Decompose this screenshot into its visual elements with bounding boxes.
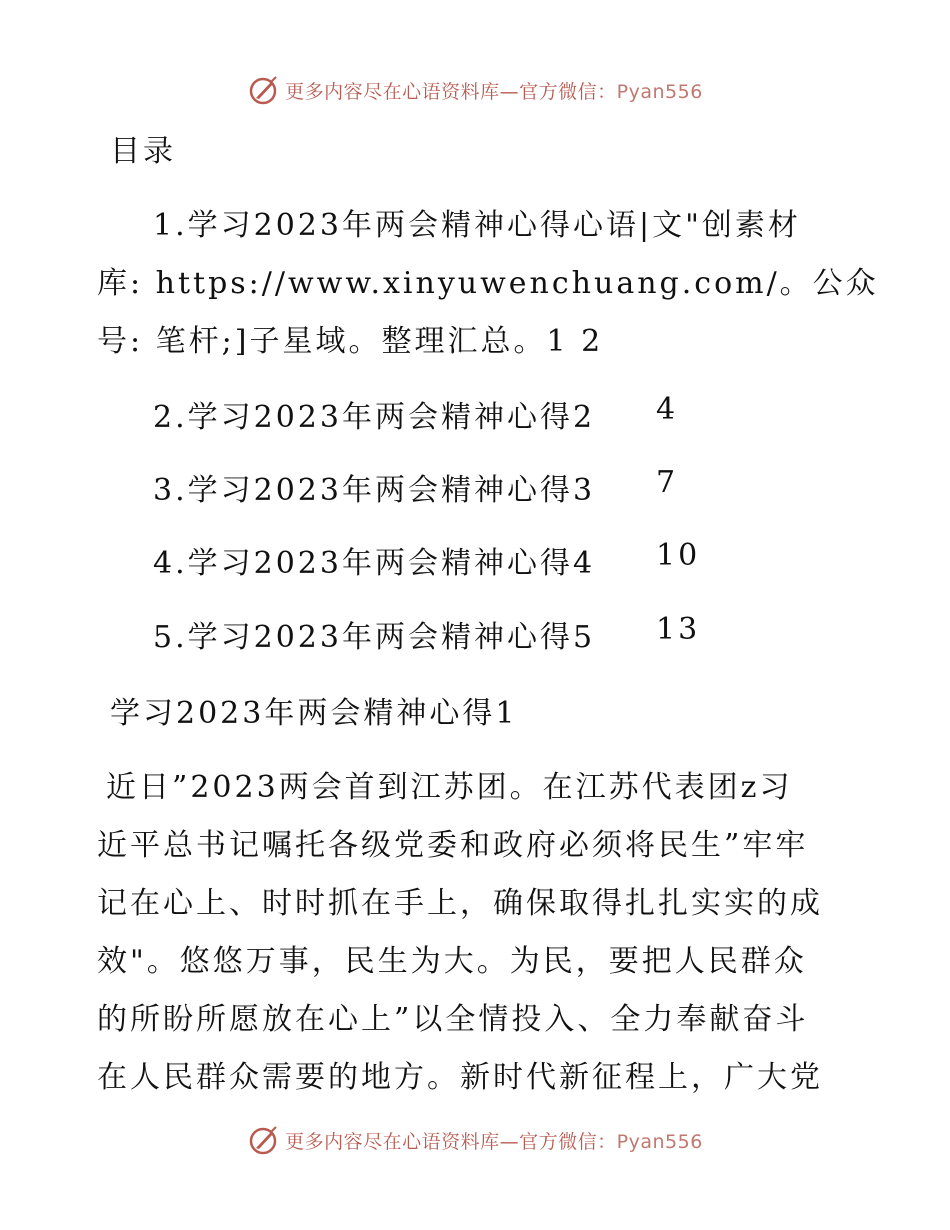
quill-pen-icon [247,1124,279,1156]
section-heading: 学习2023年两会精神心得1 [110,696,518,731]
body-line-1: 近日”2023两会首到江苏团。在江苏代表团z习 [106,770,793,805]
toc-item-1-line-1: 1.学习2023年两会精神心得心语|文"创素材 [153,208,801,243]
body-line-5: 的所盼所愿放在心上”以全情投入、全力奉献奋斗 [97,1002,809,1037]
watermark-text: 更多内容尽在心语资料库—官方微信： [285,1130,617,1153]
quill-pen-icon [247,74,279,106]
toc-item-2 [153,392,679,436]
toc-item-4 [153,538,701,582]
toc-item-3 [153,465,679,509]
header-watermark [0,70,950,110]
toc-item-label: 5.学习2023年两会精神心得5 [153,620,596,655]
toc-item-page: 13 [656,612,701,647]
body-line-4: 效"。悠悠万事，民生为大。为民，要把人民群众 [97,944,807,979]
toc-item-1-line-2: 库: https://www.xinyuwenchuang.com/。公众 [97,266,879,301]
body-line-2: 近平总书记嘱托各级党委和政府必须将民生”牢牢 [97,828,809,863]
toc-title: 目录 [110,134,176,169]
wechat-id: Pyan556 [616,80,703,103]
toc-item-label: 2.学习2023年两会精神心得2 [153,400,596,435]
watermark-text: 更多内容尽在心语资料库—官方微信： [285,80,617,103]
body-line-6: 在人民群众需要的地方。新时代新征程上，广大党 [97,1060,823,1095]
toc-item-page: 4 [656,392,679,427]
toc-item-page: 7 [656,465,679,500]
toc-item-label: 3.学习2023年两会精神心得3 [153,473,596,508]
toc-item-label: 4.学习2023年两会精神心得4 [153,546,596,581]
toc-item-1-line-3: 号: 笔杆;]子星域。整理汇总。1 2 [97,324,604,359]
toc-item-page: 10 [656,538,701,573]
body-line-3: 记在心上、时时抓在手上，确保取得扎扎实实的成 [97,886,823,921]
wechat-id: Pyan556 [616,1130,703,1153]
footer-watermark [0,1120,950,1160]
toc-item-5 [153,612,701,656]
